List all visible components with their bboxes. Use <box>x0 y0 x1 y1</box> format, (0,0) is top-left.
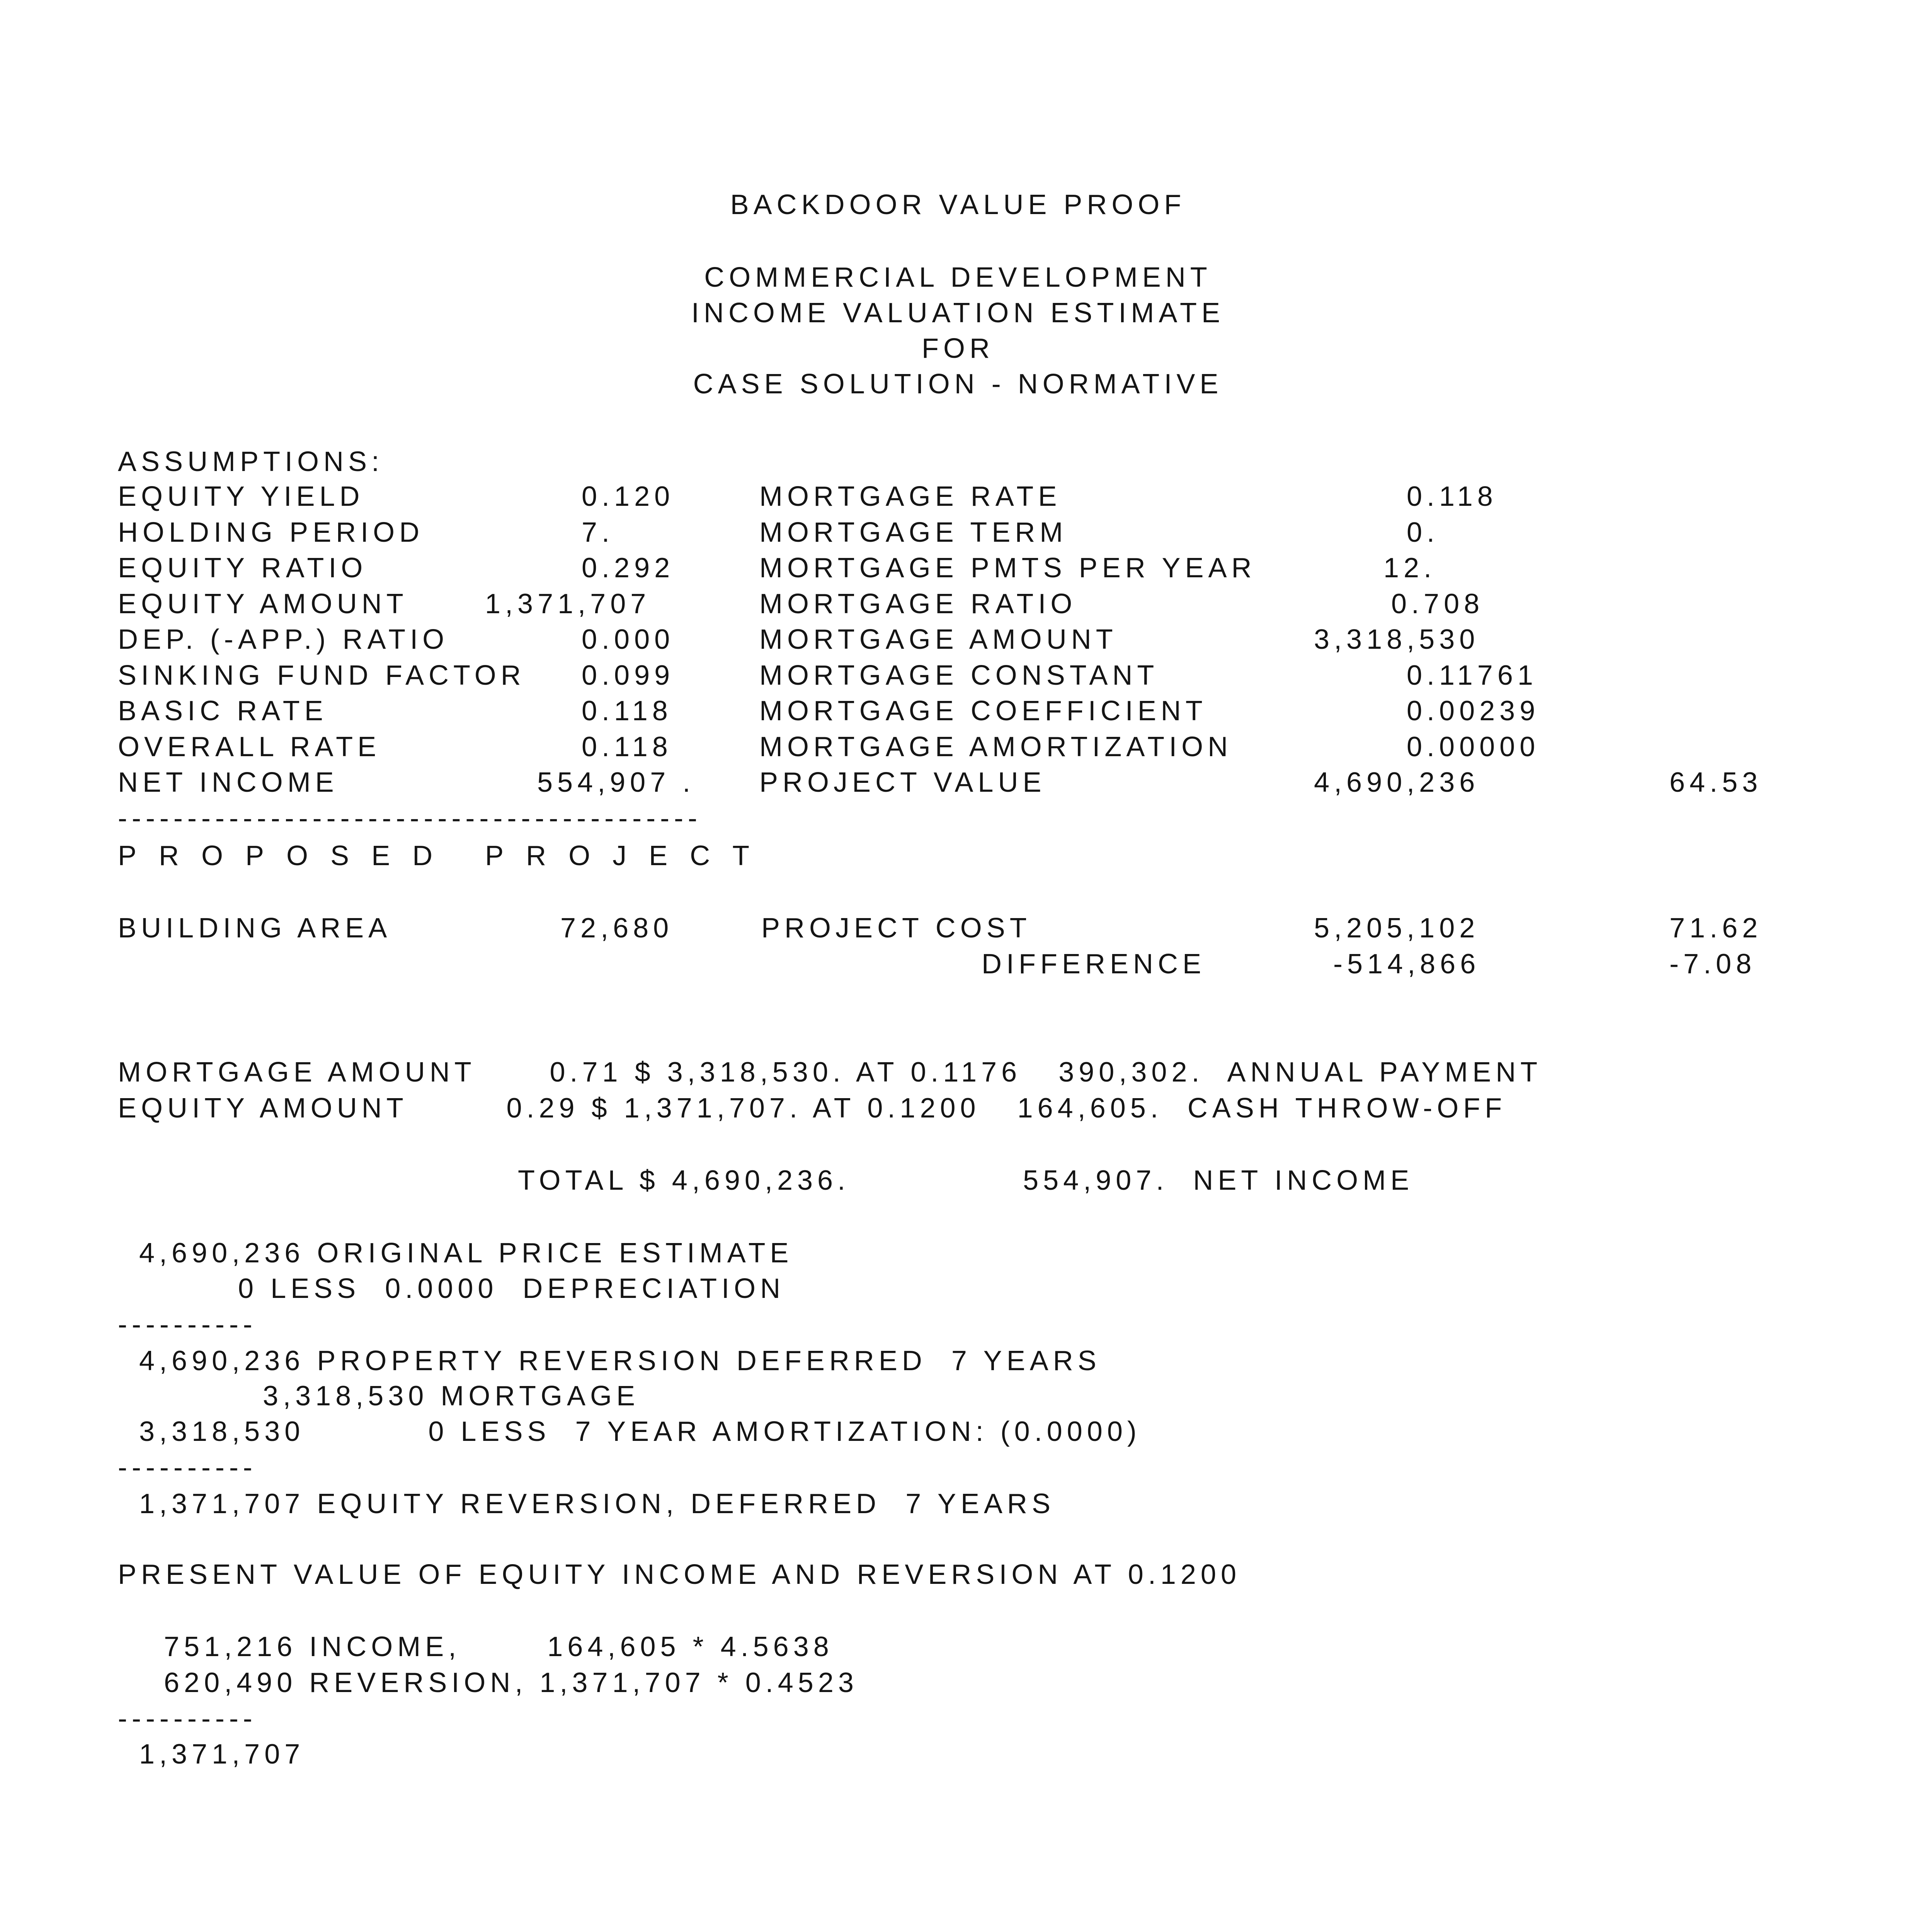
title-line-3: FOR <box>922 333 994 364</box>
assumption-value: 0.118 <box>582 731 672 762</box>
assumption-label: EQUITY RATIO <box>118 553 368 583</box>
proposed-project-heading: PROPOSED PROJECT <box>118 840 772 871</box>
title-line-4: CASE SOLUTION - NORMATIVE <box>693 369 1223 400</box>
proof-title: BACKDOOR VALUE PROOF <box>730 189 1186 220</box>
mortgage-value: 0.00239 <box>1407 696 1540 726</box>
project-cost-per-sf: 71.62 <box>1669 913 1763 944</box>
present-value-heading: PRESENT VALUE OF EQUITY INCOME AND REVERSION AT 0.1200 <box>118 1559 1241 1590</box>
mortgage-label: MORTGAGE PMTS PER YEAR <box>759 553 1256 583</box>
equity-cash-line: EQUITY AMOUNT 0.29 $ 1,371,707. AT 0.1200 164,605. CASH THROW-OFF <box>118 1093 1507 1124</box>
assumption-value: 0.292 <box>582 553 675 583</box>
mortgage-label: MORTGAGE RATIO <box>759 588 1077 619</box>
title-line-2: INCOME VALUATION ESTIMATE <box>691 298 1225 328</box>
mortgage-value: 0.11761 <box>1407 660 1538 691</box>
present-value-total: 1,371,707 <box>139 1739 305 1770</box>
assumption-label: BASIC RATE <box>118 696 328 726</box>
mortgage-label: MORTGAGE AMORTIZATION <box>759 731 1233 762</box>
assumption-label: HOLDING PERIOD <box>118 517 424 548</box>
assumption-value: 1,371,707 <box>485 588 651 619</box>
mortgage-label: MORTGAGE CONSTANT <box>759 660 1159 691</box>
mortgage-value: 0.708 <box>1391 588 1484 619</box>
project-value: 4,690,236 <box>1314 767 1480 798</box>
assumptions-heading: ASSUMPTIONS: <box>118 446 384 477</box>
assumption-label: NET INCOME <box>118 767 339 798</box>
assumption-value: 554,907 . <box>537 767 695 798</box>
present-value-line: 620,490 REVERSION, 1,371,707 * 0.4523 <box>139 1667 858 1698</box>
mortgage-payment-line: MORTGAGE AMOUNT 0.71 $ 3,318,530. AT 0.1176 390,302. ANNUAL PAYMENT <box>118 1057 1542 1088</box>
mortgage-label: MORTGAGE COEFFICIENT <box>759 696 1207 726</box>
project-value-per-sf: 64.53 <box>1669 767 1763 798</box>
reversion-line: 4,690,236 ORIGINAL PRICE ESTIMATE <box>139 1238 793 1269</box>
reversion-line: 4,690,236 PROPERTY REVERSION DEFERRED 7 YEARS <box>139 1345 1101 1376</box>
assumption-label: DEP. (-APP.) RATIO <box>118 624 449 655</box>
assumption-label: SINKING FUND FACTOR <box>118 660 526 691</box>
difference-label: DIFFERENCE <box>982 949 1206 980</box>
project-cost-value: 5,205,102 <box>1314 913 1480 944</box>
mortgage-value: 0. <box>1407 517 1440 548</box>
assumption-label: EQUITY AMOUNT <box>118 588 408 619</box>
reversion-line: 3,318,530 0 LESS 7 YEAR AMORTIZATION: (0.0000) <box>139 1416 1141 1447</box>
total-line: TOTAL $ 4,690,236. 554,907. NET INCOME <box>518 1165 1414 1196</box>
reversion-rule: ---------- <box>118 1309 257 1340</box>
mortgage-value: 0.00000 <box>1407 731 1540 762</box>
building-area-value: 72,680 <box>560 913 674 944</box>
reversion-line: 1,371,707 EQUITY REVERSION, DEFERRED 7 YEARS <box>139 1488 1055 1519</box>
assumption-value: 7. <box>582 517 614 548</box>
building-area-label: BUILDING AREA <box>118 913 392 944</box>
mortgage-value: 3,318,530 <box>1314 624 1480 655</box>
mortgage-label: MORTGAGE RATE <box>759 481 1062 512</box>
reversion-line: 3,318,530 MORTGAGE <box>139 1381 640 1412</box>
assumption-value: 0.000 <box>582 624 675 655</box>
assumption-value: 0.118 <box>582 696 672 726</box>
mortgage-label: MORTGAGE TERM <box>759 517 1068 548</box>
reversion-rule: ---------- <box>118 1452 257 1483</box>
mortgage-label: MORTGAGE AMOUNT <box>759 624 1118 655</box>
title-line-1: COMMERCIAL DEVELOPMENT <box>704 262 1212 293</box>
mortgage-value: 0.118 <box>1407 481 1497 512</box>
assumption-label: EQUITY YIELD <box>118 481 364 512</box>
assumption-label: OVERALL RATE <box>118 731 381 762</box>
project-cost-label: PROJECT COST <box>761 913 1031 944</box>
assumption-value: 0.120 <box>582 481 675 512</box>
mortgage-value: 12. <box>1383 553 1436 583</box>
present-value-rule: ---------- <box>118 1703 257 1734</box>
reversion-line: 0 LESS 0.0000 DEPRECIATION <box>139 1273 785 1304</box>
difference-value: -514,866 <box>1333 949 1480 980</box>
present-value-line: 751,216 INCOME, 164,605 * 4.5638 <box>139 1631 834 1662</box>
assumption-value: 0.099 <box>582 660 675 691</box>
difference-per-sf: -7.08 <box>1669 949 1756 980</box>
mortgage-label: PROJECT VALUE <box>759 767 1046 798</box>
separator-rule: ------------------------------------------ <box>118 803 702 834</box>
